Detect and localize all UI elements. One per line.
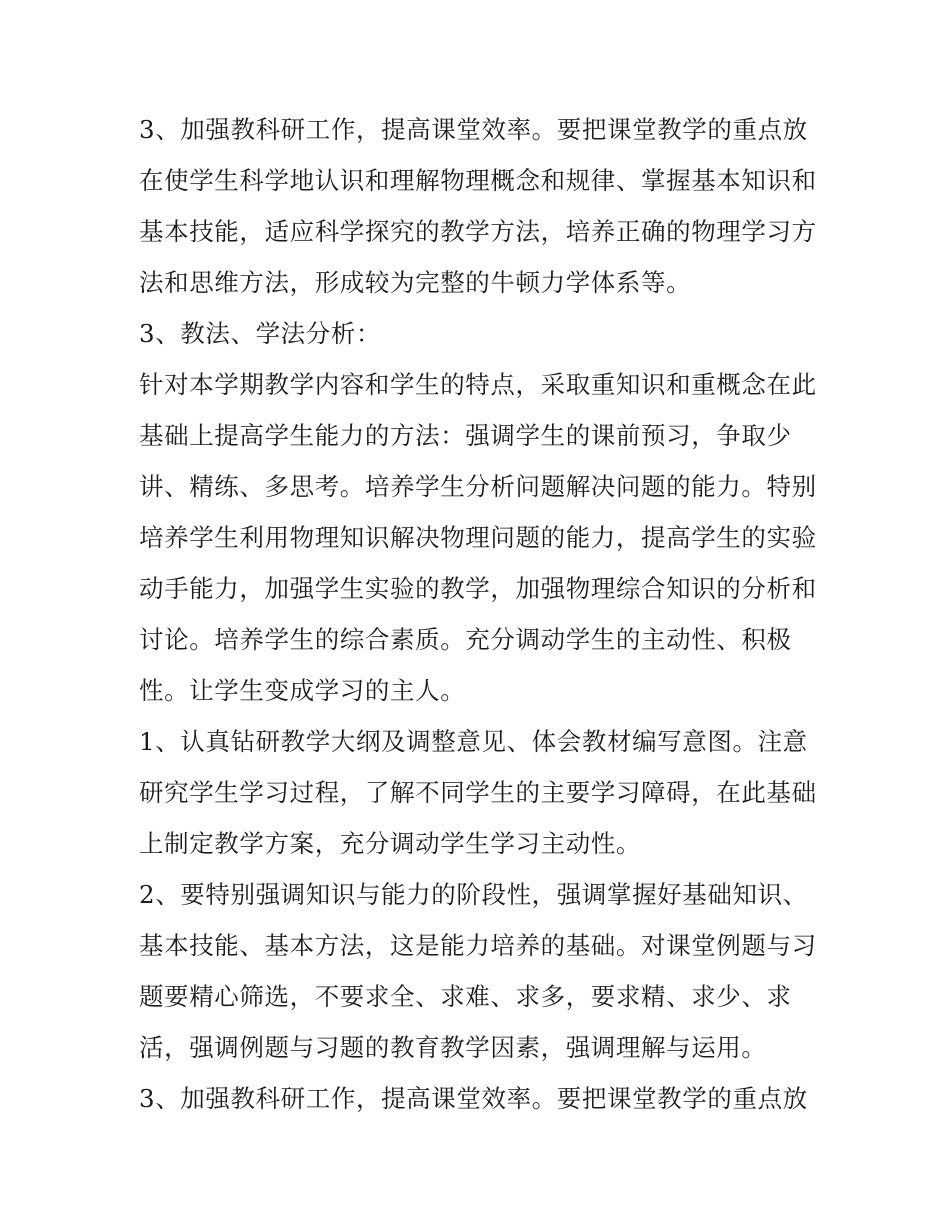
text-line: 1、认真钻研教学大纲及调整意见、体会教材编写意图。注意 (139, 727, 808, 756)
text-line: 基本技能、基本方法，这是能力培养的基础。对课堂例题与习 (139, 931, 817, 960)
text-line: 研究学生学习过程，了解不同学生的主要学习障碍，在此基础 (139, 778, 817, 807)
section-heading: 3、教法、学法分析： (139, 319, 382, 348)
text-line: 动手能力，加强学生实验的教学，加强物理综合知识的分析和 (139, 574, 817, 603)
text-line: 2、要特别强调知识与能力的阶段性，强调掌握好基础知识、 (139, 880, 808, 909)
text-line: 3、加强教科研工作，提高课堂效率。要把课堂教学的重点放 (139, 115, 808, 144)
text-line: 法和思维方法，形成较为完整的牛顿力学体系等。 (139, 268, 692, 297)
text-line: 活，强调例题与习题的教育教学因素，强调理解与运用。 (139, 1033, 767, 1062)
text-line: 基础上提高学生能力的方法：强调学生的课前预习，争取少 (139, 421, 792, 450)
text-line: 讨论。培养学生的综合素质。充分调动学生的主动性、积极 (139, 625, 792, 654)
text-line: 3、加强教科研工作，提高课堂效率。要把课堂教学的重点放 (139, 1084, 808, 1113)
text-line: 基本技能，适应科学探究的教学方法，培养正确的物理学习方 (139, 217, 817, 246)
text-line: 上制定教学方案，充分调动学生学习主动性。 (139, 829, 641, 858)
text-line: 题要精心筛选，不要求全、求难、求多，要求精、求少、求 (139, 982, 792, 1011)
text-line: 在使学生科学地认识和理解物理概念和规律、掌握基本知识和 (139, 166, 817, 195)
text-line: 性。让学生变成学习的主人。 (139, 676, 466, 705)
text-line: 讲、精练、多思考。培养学生分析问题解决问题的能力。特别 (139, 472, 817, 501)
text-line: 针对本学期教学内容和学生的特点，采取重知识和重概念在此 (139, 370, 817, 399)
text-line: 培养学生利用物理知识解决物理问题的能力，提高学生的实验 (139, 523, 817, 552)
